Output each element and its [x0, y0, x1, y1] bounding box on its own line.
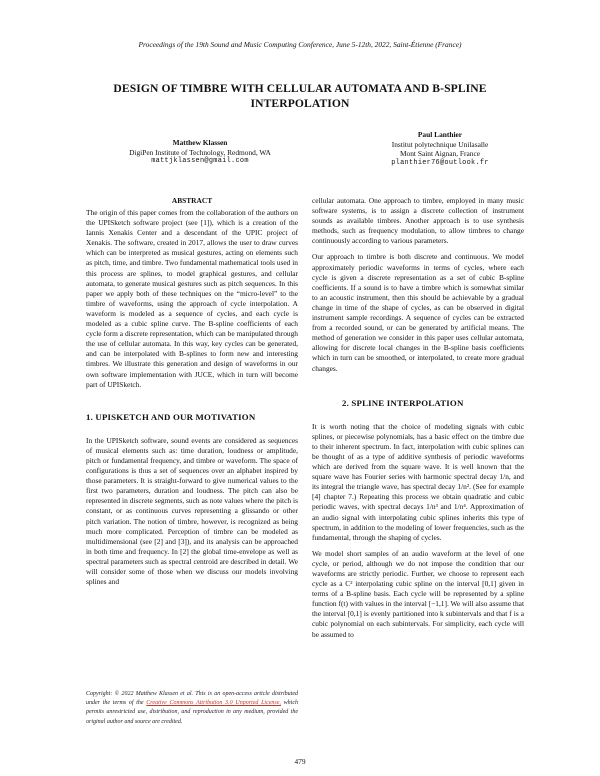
author-name: Matthew Klassen	[172, 138, 228, 147]
author-email[interactable]: mattjklassen@gmail.com	[151, 157, 249, 166]
page-number: 479	[294, 757, 306, 766]
section-heading: 1. UPISKETCH AND OUR MOTIVATION	[86, 411, 256, 422]
abstract-text: The origin of this paper comes from the collaboration of the authors on the UPISketch software project (see [1]), which is a creation of the Iannis Xenakis Center and a descendant of the UPIC project of Xenakis. The software, created in 2017, allows the user to draw curves which can be interpreted as musical gestures, acting on elements such as pitch, time, and timbre. Two fundamental mathematical tools used in this process are splines, to model graphical gestures, and cellular automata, to generate musical gestures such as pitch sequences. In this paper we apply both of these techniques on the “micro-level” to the timbre of waveforms, using the approach of cycle interpolation. A waveform is modeled as a sequence of cycles, and each cycle is modeled as a cubic spline curve. The B-spline coefficients of each cycle form a discrete representation, which can be manipulated through the use of cellular automata. In this way, key cycles can be generated, and can be interpolated with B-splines to form new and interesting timbres. We illustrate this generation and design of waveforms in our own software implementation with JUCE, which in turn will become part of UPISketch.	[86, 208, 298, 389]
body-paragraph: It is worth noting that the choice of modeling signals with cubic splines, or piecewise polynomials, has a basic effect on the timbre due to their inherent spectrum. In fact, interpolation with cubic splines can be thought of as a type of additive synthesis of periodic waveforms which are derived from the square wave. It is well known that the square wave has Fourier series with harmonic spectral decay 1/n, and its integral the triangle wave, has spectral decay 1/n². (See for example [4] chapter 7.) Repeating this process we obtain quadratic and cubic periodic waves, with spectral decays 1/n³ and 1/n⁴. Approximation of an audio signal with interpolating cubic splines inherits this type of spectrum, in addition to the modeling of lower frequencies, such as the fundamental, through the shaping of cycles.	[312, 421, 524, 542]
license-link[interactable]: Creative Commons Attribution 3.0 Unported License,	[146, 700, 281, 707]
body-paragraph: In the UPISketch software, sound events are considered as sequences of musical elements such as: time duration, loudness or amplitude, pitch or fundamental frequency, and timbre or waveform. The space of configurations is thus a set of sequences over an alphabet inspired by those parameters. It is straight-forward to give numerical values to the first two parameters, duration and loudness. The pitch can also be represented in discrete segments, such as note values where the pitch is constant, or as continuous curves representing a glissando or other pitch variation. The notion of timbre, however, is recognized as being much more complicated. Perception of timbre can be modeled as multidimensional (see [2] and [3]), and its analysis can be approached in both time and frequency. In [2] the global time-envelope as well as spectral parameters such as spectral centroid are described in detail. We will consider some of those when we discuss our models involving splines and	[86, 435, 298, 587]
author-name: Paul Lanthier	[417, 130, 463, 139]
author-email[interactable]: planthier76@outlook.fr	[391, 158, 489, 167]
section-heading: 2. SPLINE INTERPOLATION	[342, 397, 464, 408]
author-affiliation: Institut polytechnique Unilasalle	[391, 139, 489, 149]
copyright-notice	[86, 690, 298, 727]
body-paragraph: cellular automata. One approach to timbre, employed in many music software systems, is to assign a discrete collection of instrument sounds as available timbres. Another approach is to use synthesis methods, such as frequency modulation, to allow timbres to change continuously according to various parameters.	[312, 196, 524, 246]
left-column	[86, 208, 298, 593]
running-header: Proceedings of the 19th Sound and Music Computing Conference, June 5-12th, 2022, Saint-Étienne (France)	[138, 40, 462, 49]
copyright-text: which permits unrestricted use, distribution, and reproduction in any medium, provided the original author and source are credited.	[86, 700, 298, 725]
copyright-text: Copyright: © 2022 Matthew Klassen et al. This is an open-access article distributed under the terms of the	[86, 691, 298, 707]
author-affiliation: DigiPen Institute of Technology, Redmond, WA	[129, 147, 271, 157]
title-line-2: INTERPOLATION	[250, 96, 350, 110]
body-paragraph: Our approach to timbre is both discrete and continuous. We model approximately periodic waveforms in terms of cycles, where each cycle is given a discrete representation as a set of cubic B-spline coefficients. If a sound is to have a timbre which is somewhat similar to an acoustic instrument, then this should be achievable by a gradual change in time of the shape of cycles, as can be observed in digital instrument sample recordings. A sequence of cycles can be extracted from a recorded sound, or can be generated by artificial means. The method of generation we consider in this paper uses cellular automata, allowing for discrete local changes in the B-spline basis coefficients which in turn can be smoothed, or interpolated, to create more gradual changes.	[312, 252, 524, 373]
abstract-heading: ABSTRACT	[171, 196, 213, 205]
author-affiliation: Mont Saint Aignan, France	[399, 149, 481, 159]
body-paragraph: We model short samples of an audio waveform at the level of one cycle, or period, although we do not impose the condition that our waveforms are strictly periodic. Further, we choose to represent each cycle as a C² interpolating cubic spline on the interval [0,1] given in terms of a B-spline basis. Each cycle will be represented by a spline function f(t) with values in the interval [−1,1]. We will also assume that the interval [0,1] is evenly partitioned into k subintervals and that f is a cubic polynomial on each subintervals. For simplicity, each cycle will be assumed to	[312, 548, 524, 639]
author-block-2	[280, 130, 600, 168]
paper-title	[80, 82, 520, 111]
title-line-1: DESIGN OF TIMBRE WITH CELLULAR AUTOMATA AND B-SPLINE	[113, 82, 487, 95]
right-column	[312, 196, 524, 646]
